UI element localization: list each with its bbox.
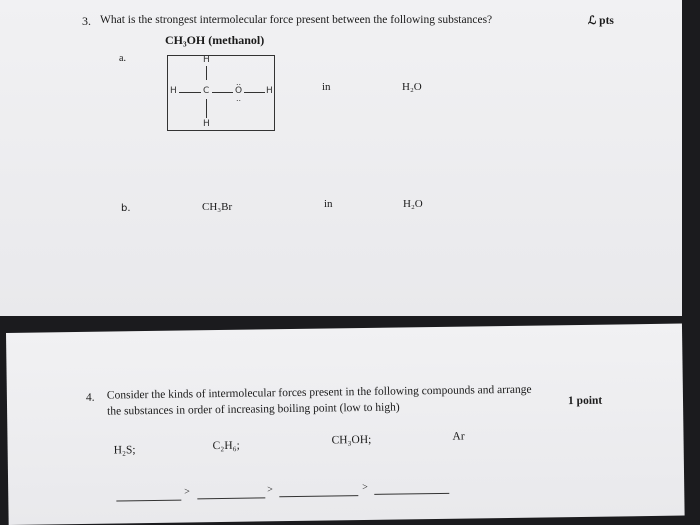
question-4-points: 1 point xyxy=(567,394,603,408)
answer-blank-1[interactable] xyxy=(116,500,181,502)
atom-h-right: H xyxy=(266,86,273,96)
bond-c-h-top xyxy=(206,66,207,80)
question-3-points: ℒ pts xyxy=(588,15,614,27)
compound-ar: Ar xyxy=(452,430,465,443)
part-b-compound: CH₃Br xyxy=(202,201,233,213)
answer-blank-3[interactable] xyxy=(279,495,358,497)
atom-o: O xyxy=(235,86,243,96)
bond-c-h-bottom xyxy=(206,99,207,118)
part-a-solvent: H₂O xyxy=(402,81,422,93)
compound-ch3oh: CH₃OH; xyxy=(331,433,372,447)
question-3-prompt: What is the strongest intermolecular force present between the following substances? xyxy=(100,14,493,26)
atom-h-top: H xyxy=(203,55,210,65)
atom-c: C xyxy=(203,86,210,96)
lone-pair-top: .. xyxy=(236,78,242,87)
greater-than-2: > xyxy=(267,484,273,496)
part-b-label: b. xyxy=(121,203,131,214)
question-4-number: 4. xyxy=(85,391,95,404)
compound-h2s: H₂S; xyxy=(113,444,136,457)
bond-c-o xyxy=(212,92,233,93)
greater-than-1: > xyxy=(184,486,190,498)
answer-blank-4[interactable] xyxy=(374,493,449,495)
atom-h-left: H xyxy=(170,86,177,96)
question-4-line1: Consider the kinds of intermolecular forces present in the following compounds and arrange xyxy=(106,383,532,402)
methanol-label: CH₃OH (methanol) xyxy=(165,33,265,47)
bond-o-h xyxy=(244,92,265,93)
bond-h-c xyxy=(179,92,201,93)
question-3-number: 3. xyxy=(82,14,91,28)
part-b-solvent: H₂O xyxy=(403,198,423,210)
greater-than-3: > xyxy=(362,481,368,494)
methanol-lewis-structure xyxy=(167,55,275,131)
lone-pair-bottom: .. xyxy=(236,94,242,103)
question-4-line2: the substances in order of increasing boiling point (low to high) xyxy=(107,401,400,418)
part-a-label: a. xyxy=(119,53,126,64)
question-4-sheet xyxy=(6,324,685,525)
compound-c2h6: C₂H₆; xyxy=(212,439,240,453)
part-b-in: in xyxy=(324,198,333,210)
part-a-in: in xyxy=(322,81,331,93)
atom-h-bottom: H xyxy=(203,119,210,129)
answer-blank-2[interactable] xyxy=(197,497,265,499)
